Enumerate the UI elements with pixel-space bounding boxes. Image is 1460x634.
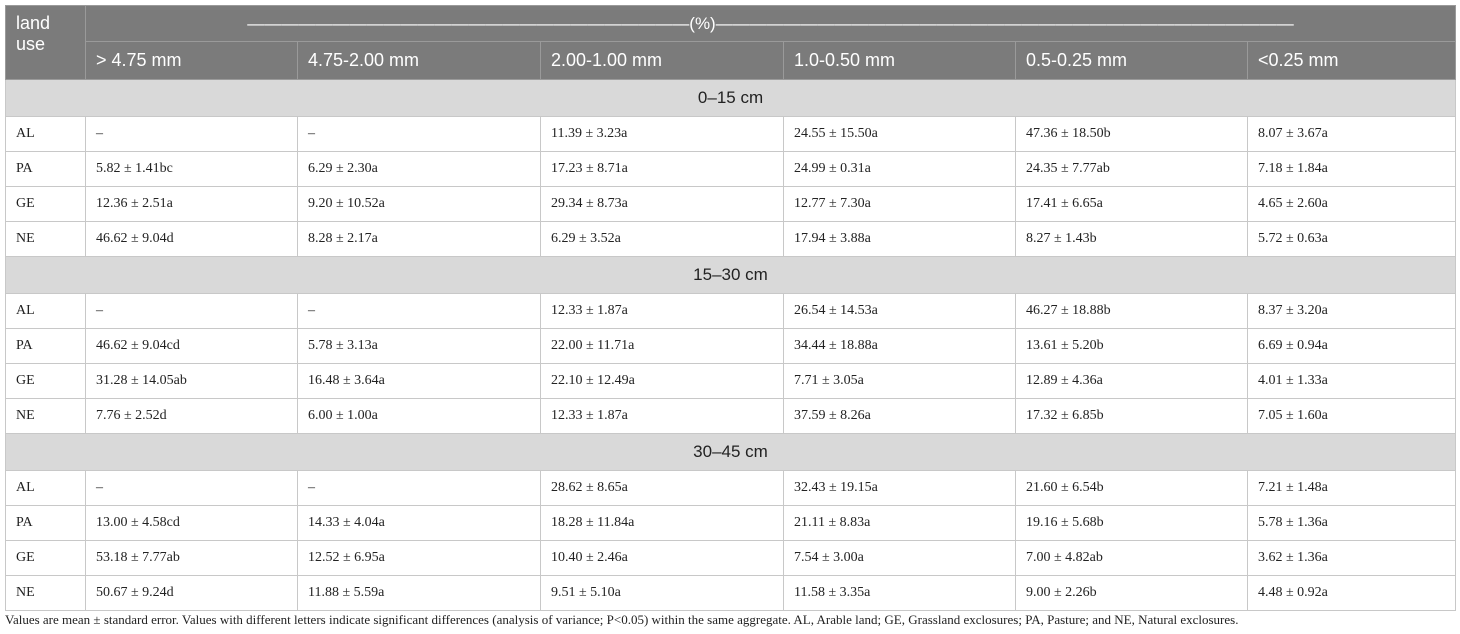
value-cell: –	[86, 117, 298, 152]
value-cell: 9.51 ± 5.10a	[541, 576, 784, 611]
table-row	[6, 329, 1456, 364]
value-cell: 7.05 ± 1.60a	[1248, 399, 1456, 434]
depth-label: 15–30 cm	[6, 257, 1456, 294]
table-body	[6, 80, 1456, 611]
table-row	[6, 222, 1456, 257]
value-cell: 4.48 ± 0.92a	[1248, 576, 1456, 611]
value-cell: 12.33 ± 1.87a	[541, 399, 784, 434]
value-cell: 5.82 ± 1.41bc	[86, 152, 298, 187]
value-cell: 17.23 ± 8.71a	[541, 152, 784, 187]
value-cell: 7.54 ± 3.00a	[784, 541, 1016, 576]
value-cell: 8.28 ± 2.17a	[298, 222, 541, 257]
column-header: <0.25 mm	[1248, 42, 1456, 80]
value-cell: 29.34 ± 8.73a	[541, 187, 784, 222]
value-cell: 17.94 ± 3.88a	[784, 222, 1016, 257]
value-cell: –	[86, 294, 298, 329]
table-row	[6, 187, 1456, 222]
depth-section-row	[6, 80, 1456, 117]
depth-label: 30–45 cm	[6, 434, 1456, 471]
column-header: 4.75-2.00 mm	[298, 42, 541, 80]
land-use-header: land use	[6, 6, 86, 80]
value-cell: 6.29 ± 3.52a	[541, 222, 784, 257]
value-cell: 37.59 ± 8.26a	[784, 399, 1016, 434]
value-cell: 3.62 ± 1.36a	[1248, 541, 1456, 576]
depth-label: 0–15 cm	[6, 80, 1456, 117]
value-cell: 19.16 ± 5.68b	[1016, 506, 1248, 541]
land-use-cell: NE	[6, 576, 86, 611]
value-cell: 8.37 ± 3.20a	[1248, 294, 1456, 329]
value-cell: 31.28 ± 14.05ab	[86, 364, 298, 399]
value-cell: 22.10 ± 12.49a	[541, 364, 784, 399]
table-row	[6, 152, 1456, 187]
table-footnote: Values are mean ± standard error. Values with different letters indicate significant differences (analysis of variance; P<0.05) within the same aggregate. AL, Arable land; GE, Grassland exclosures; PA, Pasture; and NE, Natural exclosures.	[5, 612, 1239, 627]
land-use-cell: GE	[6, 364, 86, 399]
value-cell: 7.18 ± 1.84a	[1248, 152, 1456, 187]
value-cell: 8.07 ± 3.67a	[1248, 117, 1456, 152]
value-cell: 34.44 ± 18.88a	[784, 329, 1016, 364]
land-use-cell: AL	[6, 117, 86, 152]
value-cell: 11.39 ± 3.23a	[541, 117, 784, 152]
value-cell: 8.27 ± 1.43b	[1016, 222, 1248, 257]
table-row	[6, 471, 1456, 506]
land-use-cell: PA	[6, 329, 86, 364]
table-row	[6, 541, 1456, 576]
land-use-cell: AL	[6, 294, 86, 329]
value-cell: 5.78 ± 1.36a	[1248, 506, 1456, 541]
value-cell: 17.41 ± 6.65a	[1016, 187, 1248, 222]
value-cell: 9.20 ± 10.52a	[298, 187, 541, 222]
land-use-cell: PA	[6, 152, 86, 187]
column-header: 0.5-0.25 mm	[1016, 42, 1248, 80]
table-row	[6, 364, 1456, 399]
value-cell: 13.61 ± 5.20b	[1016, 329, 1248, 364]
land-use-cell: GE	[6, 187, 86, 222]
land-use-cell: PA	[6, 506, 86, 541]
land-use-cell: GE	[6, 541, 86, 576]
value-cell: 21.11 ± 8.83a	[784, 506, 1016, 541]
value-cell: 12.33 ± 1.87a	[541, 294, 784, 329]
value-cell: –	[86, 471, 298, 506]
value-cell: 7.00 ± 4.82ab	[1016, 541, 1248, 576]
aggregate-table-container	[5, 5, 1455, 611]
value-cell: 18.28 ± 11.84a	[541, 506, 784, 541]
value-cell: 14.33 ± 4.04a	[298, 506, 541, 541]
column-header: 2.00-1.00 mm	[541, 42, 784, 80]
value-cell: 6.29 ± 2.30a	[298, 152, 541, 187]
value-cell: 24.55 ± 15.50a	[784, 117, 1016, 152]
value-cell: 12.89 ± 4.36a	[1016, 364, 1248, 399]
value-cell: –	[298, 117, 541, 152]
value-cell: 46.62 ± 9.04d	[86, 222, 298, 257]
value-cell: 6.69 ± 0.94a	[1248, 329, 1456, 364]
value-cell: 53.18 ± 7.77ab	[86, 541, 298, 576]
land-use-cell: AL	[6, 471, 86, 506]
value-cell: 46.62 ± 9.04cd	[86, 329, 298, 364]
value-cell: 5.78 ± 3.13a	[298, 329, 541, 364]
value-cell: 9.00 ± 2.26b	[1016, 576, 1248, 611]
depth-section-row	[6, 434, 1456, 471]
value-cell: 4.01 ± 1.33a	[1248, 364, 1456, 399]
table-header	[6, 6, 1456, 80]
value-cell: 22.00 ± 11.71a	[541, 329, 784, 364]
value-cell: 17.32 ± 6.85b	[1016, 399, 1248, 434]
value-cell: 12.77 ± 7.30a	[784, 187, 1016, 222]
table-row	[6, 117, 1456, 152]
value-cell: 10.40 ± 2.46a	[541, 541, 784, 576]
value-cell: 26.54 ± 14.53a	[784, 294, 1016, 329]
value-cell: 32.43 ± 19.15a	[784, 471, 1016, 506]
depth-section-row	[6, 257, 1456, 294]
value-cell: –	[298, 471, 541, 506]
table-row	[6, 576, 1456, 611]
value-cell: 7.21 ± 1.48a	[1248, 471, 1456, 506]
table-row	[6, 399, 1456, 434]
value-cell: 12.36 ± 2.51a	[86, 187, 298, 222]
value-cell: 7.76 ± 2.52d	[86, 399, 298, 434]
value-cell: 11.88 ± 5.59a	[298, 576, 541, 611]
value-cell: 46.27 ± 18.88b	[1016, 294, 1248, 329]
value-cell: 13.00 ± 4.58cd	[86, 506, 298, 541]
aggregate-distribution-table	[5, 5, 1456, 611]
percent-span-header: ——————————————————————————(%)——————————————————————————————————	[86, 6, 1456, 42]
value-cell: 5.72 ± 0.63a	[1248, 222, 1456, 257]
value-cell: 47.36 ± 18.50b	[1016, 117, 1248, 152]
value-cell: 6.00 ± 1.00a	[298, 399, 541, 434]
value-cell: 21.60 ± 6.54b	[1016, 471, 1248, 506]
table-row	[6, 294, 1456, 329]
land-use-cell: NE	[6, 222, 86, 257]
value-cell: 11.58 ± 3.35a	[784, 576, 1016, 611]
value-cell: 24.99 ± 0.31a	[784, 152, 1016, 187]
value-cell: 7.71 ± 3.05a	[784, 364, 1016, 399]
value-cell: 50.67 ± 9.24d	[86, 576, 298, 611]
value-cell: –	[298, 294, 541, 329]
value-cell: 16.48 ± 3.64a	[298, 364, 541, 399]
value-cell: 12.52 ± 6.95a	[298, 541, 541, 576]
value-cell: 24.35 ± 7.77ab	[1016, 152, 1248, 187]
value-cell: 4.65 ± 2.60a	[1248, 187, 1456, 222]
value-cell: 28.62 ± 8.65a	[541, 471, 784, 506]
column-header: 1.0-0.50 mm	[784, 42, 1016, 80]
land-use-cell: NE	[6, 399, 86, 434]
table-row	[6, 506, 1456, 541]
column-header: > 4.75 mm	[86, 42, 298, 80]
